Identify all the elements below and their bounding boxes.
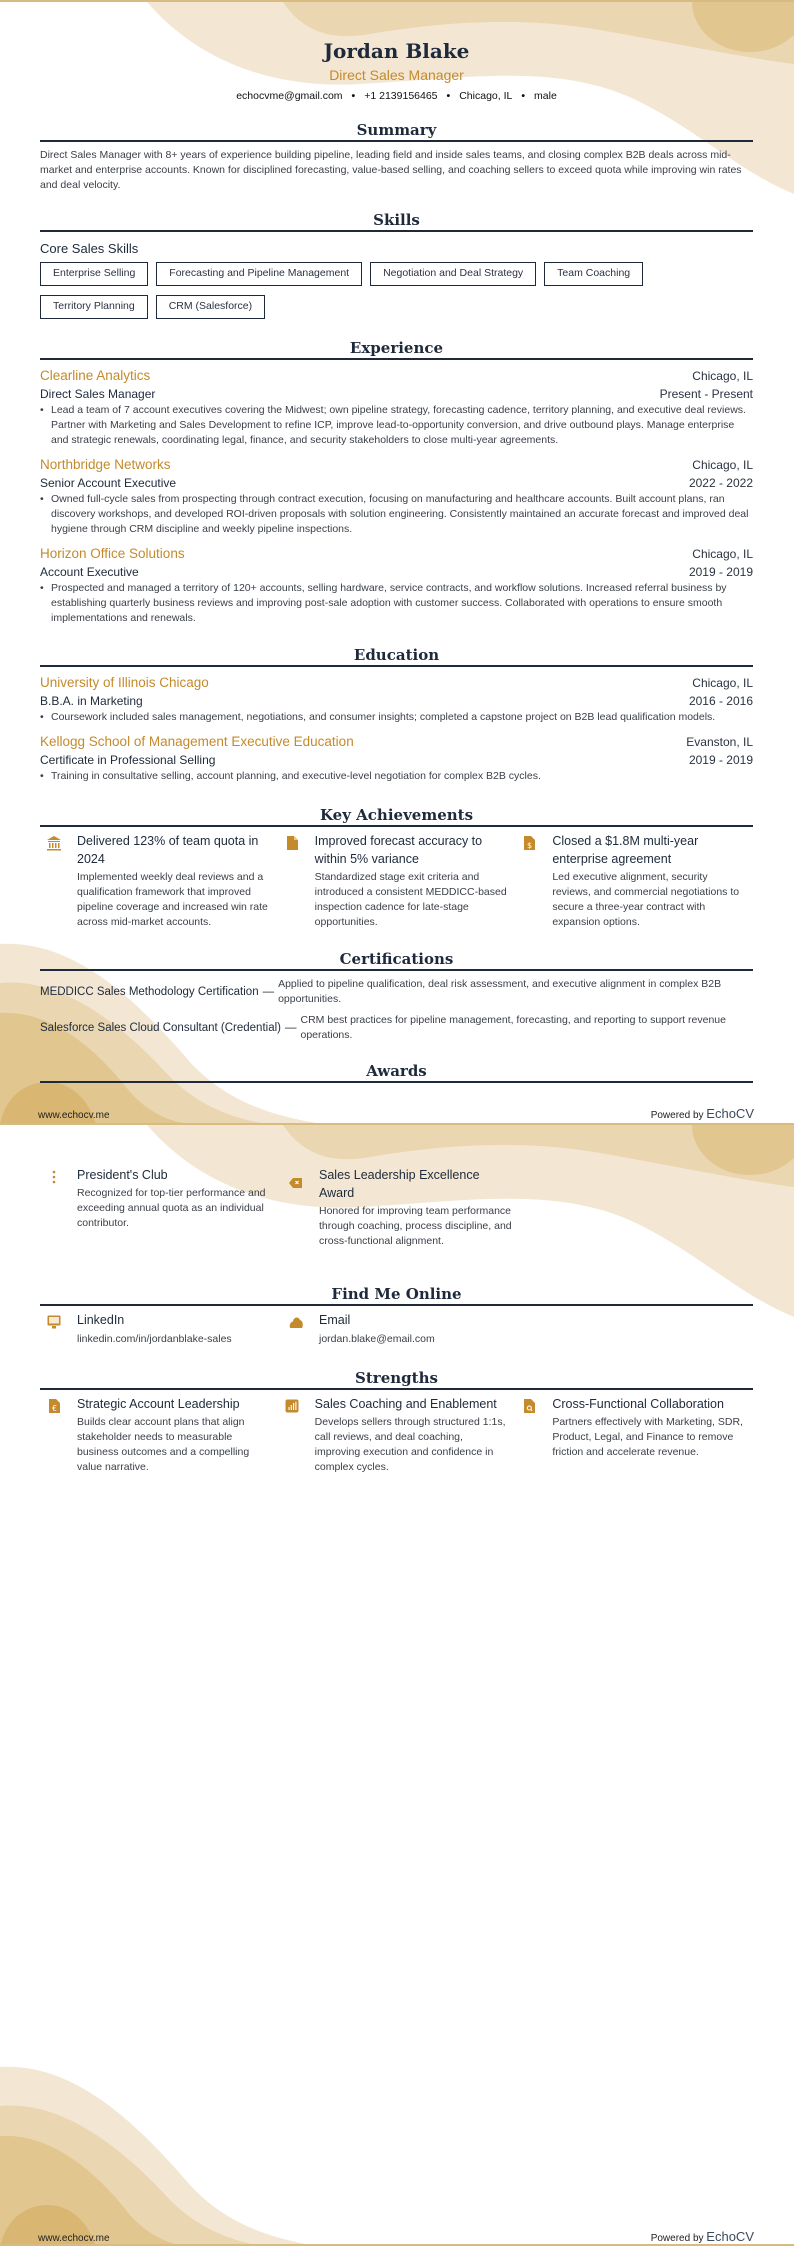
contact-phone[interactable]: +1 2139156465 bbox=[364, 90, 438, 102]
achievement-title: Closed a $1.8M multi-year enterprise agreement bbox=[552, 834, 699, 866]
separator: • bbox=[446, 90, 451, 102]
bank-icon bbox=[40, 832, 77, 930]
skill-tag: Negotiation and Deal Strategy bbox=[370, 262, 536, 286]
certifications-section bbox=[40, 949, 753, 1043]
powered-by-label: Powered by bbox=[650, 2233, 704, 2244]
section-heading: Key Achievements bbox=[40, 805, 753, 827]
strength-item bbox=[40, 1395, 278, 1475]
contact-location: Chicago, IL bbox=[459, 90, 513, 102]
company-name: Clearline Analytics bbox=[40, 368, 151, 383]
education-description: Coursework included sales management, negotiations, and consumer insights; completed a capstone project on B2B lead qualification models. bbox=[51, 711, 716, 723]
skill-tag: Team Coaching bbox=[544, 262, 643, 286]
award-item bbox=[282, 1166, 524, 1249]
job-dates: Present - Present bbox=[659, 387, 753, 401]
achievement-item bbox=[40, 832, 278, 930]
contact-line bbox=[40, 88, 753, 104]
svg-text:$: $ bbox=[527, 841, 533, 850]
separator: — bbox=[262, 986, 275, 998]
certification-name: MEDDICC Sales Methodology Certification bbox=[40, 986, 259, 998]
job-location: Chicago, IL bbox=[692, 547, 753, 561]
powered-by bbox=[651, 1106, 754, 1121]
job-location: Chicago, IL bbox=[692, 458, 753, 472]
brand-name[interactable]: EchoCV bbox=[706, 2229, 754, 2244]
monitor-icon bbox=[40, 1311, 77, 1347]
skill-tags bbox=[40, 262, 753, 319]
education-description: Training in consultative selling, account planning, and executive-level negotiation for complex B2B cycles. bbox=[51, 770, 541, 782]
strengths-section bbox=[40, 1368, 753, 1475]
linkedin-link[interactable]: linkedin.com/in/jordanblake-sales bbox=[77, 1333, 232, 1345]
separator: — bbox=[284, 1022, 297, 1034]
job-description: Owned full-cycle sales from prospecting through contract execution, focusing on manufacturing and healthcare accounts. Built account plans, ran discovery workshops, and developed ROI-driven proposals with solution engineering. Consistently maintained an accurate forecast and improved deal hygiene through CRM discipline and weekly pipeline inspections. bbox=[51, 493, 749, 535]
online-section bbox=[40, 1284, 753, 1347]
skills-section bbox=[40, 210, 753, 319]
education-dates: 2019 - 2019 bbox=[688, 753, 753, 767]
experience-entry bbox=[40, 367, 753, 448]
section-heading: Certifications bbox=[40, 949, 753, 971]
separator: • bbox=[521, 90, 526, 102]
job-dates: 2019 - 2019 bbox=[688, 565, 753, 579]
chart-icon bbox=[278, 1395, 315, 1475]
certification-description: CRM best practices for pipeline management, forecasting, and reporting to support revenue operations. bbox=[300, 1014, 726, 1041]
job-role: Direct Sales Manager bbox=[40, 387, 156, 401]
section-heading: Summary bbox=[40, 120, 753, 142]
bullet-icon: • bbox=[40, 582, 44, 594]
candidate-name: Jordan Blake bbox=[323, 39, 470, 63]
skill-tag: Enterprise Selling bbox=[40, 262, 148, 286]
certification-description: Applied to pipeline qualification, deal risk assessment, and executive alignment in complex B2B opportunities. bbox=[278, 978, 722, 1005]
education-entry bbox=[40, 733, 753, 784]
achievement-description: Implemented weekly deal reviews and a qualification framework that improved pipeline coverage and increased win rate across mid-market accounts. bbox=[77, 871, 268, 928]
strength-item bbox=[515, 1395, 753, 1475]
page-footer bbox=[38, 1106, 754, 1121]
achievements-section bbox=[40, 805, 753, 930]
email-link[interactable]: jordan.blake@email.com bbox=[319, 1333, 435, 1345]
school-name: University of Illinois Chicago bbox=[40, 675, 209, 690]
experience-section bbox=[40, 338, 753, 626]
experience-entry bbox=[40, 456, 753, 537]
online-label: LinkedIn bbox=[77, 1313, 125, 1327]
online-label: Email bbox=[319, 1313, 351, 1327]
job-dates: 2022 - 2022 bbox=[688, 476, 753, 490]
search-document-icon bbox=[515, 1395, 552, 1475]
brand-name[interactable]: EchoCV bbox=[706, 1106, 754, 1121]
resume-page-2 bbox=[0, 1123, 794, 2246]
powered-by-label: Powered by bbox=[650, 1110, 704, 1121]
experience-entry bbox=[40, 545, 753, 626]
skill-tag: Territory Planning bbox=[40, 295, 148, 319]
footer-website-link[interactable]: www.echocv.me bbox=[38, 2233, 110, 2244]
svg-text:€: € bbox=[52, 1404, 57, 1413]
online-item bbox=[40, 1311, 282, 1347]
education-entry bbox=[40, 674, 753, 725]
bullet-icon: • bbox=[40, 404, 44, 416]
certification-item bbox=[40, 1013, 753, 1043]
award-item bbox=[40, 1166, 282, 1249]
job-location: Chicago, IL bbox=[692, 369, 753, 383]
contact-gender: male bbox=[534, 90, 557, 102]
award-description: Recognized for top-tier performance and exceeding annual quota as an individual contributor. bbox=[77, 1187, 266, 1229]
certification-item bbox=[40, 977, 753, 1007]
degree: Certificate in Professional Selling bbox=[40, 753, 216, 767]
document-icon bbox=[278, 832, 315, 930]
more-vertical-icon bbox=[40, 1166, 77, 1249]
company-name: Northbridge Networks bbox=[40, 457, 171, 472]
backspace-icon bbox=[282, 1166, 319, 1249]
achievement-item bbox=[515, 832, 753, 930]
footer-website-link[interactable]: www.echocv.me bbox=[38, 1110, 110, 1121]
education-dates: 2016 - 2016 bbox=[688, 694, 753, 708]
school-name: Kellogg School of Management Executive Education bbox=[40, 734, 354, 749]
job-role: Account Executive bbox=[40, 565, 139, 579]
section-heading: Awards bbox=[40, 1061, 753, 1083]
separator: • bbox=[351, 90, 356, 102]
strength-title: Strategic Account Leadership bbox=[77, 1397, 240, 1411]
school-location: Evanston, IL bbox=[686, 735, 753, 749]
section-heading: Experience bbox=[40, 338, 753, 360]
achievement-item bbox=[278, 832, 516, 930]
award-title: President's Club bbox=[77, 1168, 168, 1182]
section-heading: Strengths bbox=[40, 1368, 753, 1390]
skill-tag: CRM (Salesforce) bbox=[156, 295, 265, 319]
achievement-title: Delivered 123% of team quota in 2024 bbox=[77, 834, 259, 866]
job-description: Lead a team of 7 account executives covering the Midwest; own pipeline strategy, forecasting cadence, territory planning, and executive deal reviews. Partner with Marketing and Sales Development to refine ICP, improve lead-to-opportunity conversion, and drive outbound plays. Manage enterprise and strategic renewals, coordinating legal, finance, and security stakeholders to close multi-year agreements. bbox=[51, 404, 746, 446]
section-heading: Skills bbox=[40, 210, 753, 232]
candidate-title: Direct Sales Manager bbox=[329, 67, 464, 83]
strength-title: Cross-Functional Collaboration bbox=[552, 1397, 724, 1411]
achievement-description: Standardized stage exit criteria and introduced a consistent MEDDICC-based inspection cadence for late-stage opportunities. bbox=[314, 871, 507, 928]
skill-tag: Forecasting and Pipeline Management bbox=[156, 262, 362, 286]
school-location: Chicago, IL bbox=[692, 676, 753, 690]
achievement-description: Led executive alignment, security reviews, and commercial negotiations to secure a three-year contract with expansion options. bbox=[552, 871, 740, 928]
strength-item bbox=[278, 1395, 516, 1475]
resume-header bbox=[40, 38, 753, 104]
certification-name: Salesforce Sales Cloud Consultant (Credential) bbox=[40, 1022, 281, 1034]
awards-list bbox=[40, 1166, 753, 1249]
cloud-icon bbox=[282, 1311, 319, 1347]
company-name: Horizon Office Solutions bbox=[40, 546, 185, 561]
section-heading: Find Me Online bbox=[40, 1284, 753, 1306]
strength-description: Builds clear account plans that align stakeholder needs to measurable business outcomes and a compelling value narrative. bbox=[77, 1416, 250, 1473]
education-section bbox=[40, 645, 753, 784]
summary-text: Direct Sales Manager with 8+ years of experience building pipeline, leading field and inside sales teams, and closing complex B2B deals across mid-market and enterprise accounts. Known for disciplined forecasting, value-based selling, and coaching sellers to exceed quota while improving win rates and deal velocity. bbox=[40, 149, 742, 191]
job-role: Senior Account Executive bbox=[40, 476, 177, 490]
strength-description: Partners effectively with Marketing, SDR, Product, Legal, and Finance to remove friction and accelerate revenue. bbox=[552, 1416, 743, 1458]
contact-email[interactable]: echocvme@gmail.com bbox=[236, 90, 343, 102]
achievement-title: Improved forecast accuracy to within 5% variance bbox=[314, 834, 483, 866]
online-item bbox=[282, 1311, 524, 1347]
summary-section bbox=[40, 120, 753, 193]
strength-description: Develops sellers through structured 1:1s, call reviews, and deal coaching, improving execution and confidence in complex cycles. bbox=[314, 1416, 506, 1473]
award-description: Honored for improving team performance through coaching, process discipline, and cross-functional alignment. bbox=[319, 1205, 512, 1247]
page-footer bbox=[38, 2229, 754, 2244]
awards-section bbox=[40, 1061, 753, 1083]
powered-by bbox=[651, 2229, 754, 2244]
bullet-icon: • bbox=[40, 770, 44, 782]
skill-group-title: Core Sales Skills bbox=[40, 241, 139, 256]
job-description: Prospected and managed a territory of 120+ accounts, selling hardware, service contracts, and workflow solutions. Increased referral business by establishing quarterly business reviews and improving post-sale adoption with customer success. Collaborated with operations to ensure smooth implementations and renewals. bbox=[51, 582, 727, 624]
degree: B.B.A. in Marketing bbox=[40, 694, 143, 708]
award-title: Sales Leadership Excellence Award bbox=[319, 1168, 480, 1200]
strength-title: Sales Coaching and Enablement bbox=[314, 1397, 497, 1411]
dollar-document-icon bbox=[515, 832, 552, 930]
bullet-icon: • bbox=[40, 493, 44, 505]
euro-document-icon bbox=[40, 1395, 77, 1475]
bullet-icon: • bbox=[40, 711, 44, 723]
section-heading: Education bbox=[40, 645, 753, 667]
